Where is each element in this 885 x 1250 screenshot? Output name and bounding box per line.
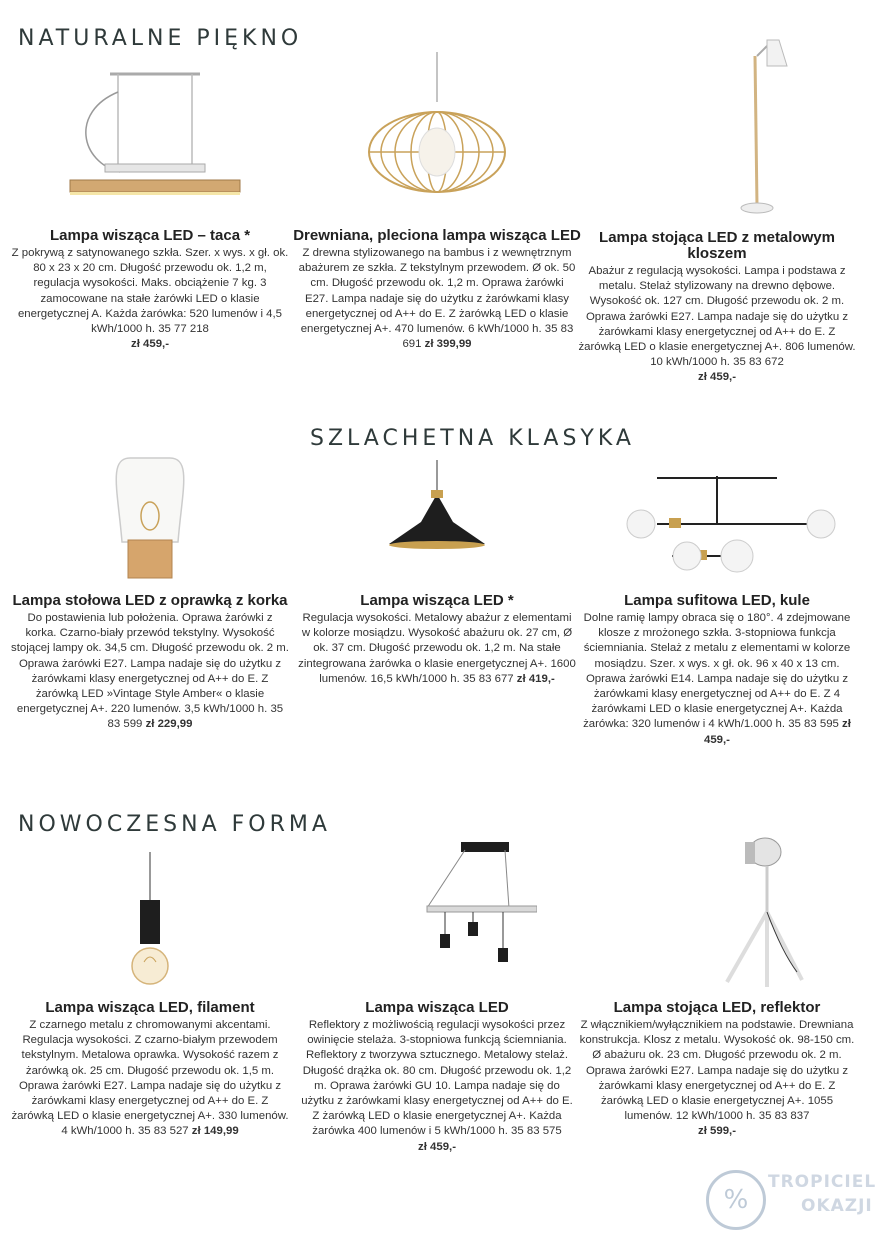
product-price: zł 599,- (698, 1125, 736, 1138)
floor-lamp-metal-shade-image (572, 36, 862, 224)
product-name: Drewniana, pleciona lampa wisząca LED (293, 227, 581, 244)
product-price: zł 149,99 (191, 1125, 239, 1138)
watermark-line2: OKAZJI (801, 1196, 873, 1216)
product-name: Lampa stołowa LED z oprawką z korka (12, 592, 288, 609)
product-price: zł 229,99 (145, 718, 193, 731)
watermark-line1: TROPICIEL (768, 1172, 877, 1192)
product-card (292, 52, 582, 352)
product-card (5, 452, 295, 733)
wooden-tray-pendant-lamp-image (5, 52, 295, 222)
product-description: Regulacja wysokości. Metalowy abażur z elementami w kolorze mosiądzu. Wysokość abażuru ok. 27 cm, Ø ok. 37 cm. Długość przewodu ok. 1,2 m. Na stałe zintegrowana żarówka o klasie energetycznej A+. 1600 lumenów. 16,5 kWh/1000 h. 35 83 677 zł 419,- (298, 612, 576, 685)
product-price: zł 399,99 (424, 338, 472, 351)
product-price: zł 459,- (418, 1140, 456, 1153)
product-card (572, 832, 862, 1140)
product-card (572, 36, 862, 386)
section-title-nowoczesna: NOWOCZESNA FORMA (18, 812, 331, 837)
product-name: Lampa stojąca LED, reflektor (613, 999, 821, 1016)
product-name: Lampa sufitowa LED, kule (624, 592, 810, 609)
section-title-naturalne: NATURALNE PIĘKNO (18, 26, 303, 51)
product-card (292, 842, 582, 1155)
woven-wooden-pendant-lamp-image (292, 52, 582, 222)
product-card (572, 452, 862, 748)
filament-pendant-lamp-image (5, 852, 295, 994)
product-name: Lampa wisząca LED, filament (45, 999, 255, 1016)
section-title-szlachetna: SZLACHETNA KLASYKA (310, 426, 635, 451)
product-price: zł 459,- (131, 338, 169, 351)
product-card (5, 852, 295, 1140)
spotlight-bar-pendant-image (292, 842, 582, 994)
product-name: Lampa wisząca LED (365, 999, 509, 1016)
product-description: Z pokrywą z satynowanego szkła. Szer. x wys. x gł. ok. 80 x 23 x 20 cm. Długość przewodu ok. 1,2 m, regulacja wysokości. Maks. obciążenie 7 kg. 3 zamocowane na stałe żarówki LED o klasie energetycznej A. Każda żarówka: 520 lumenów i 4,5 kWh/1000 h. 35 77 218 zł 459,- (11, 247, 289, 351)
product-description: Do postawienia lub położenia. Oprawa żarówki z korka. Czarno-biały przewód tekstylny. Wysokość stojącej lampy ok. 34,5 cm. Długość przewodu ok. 2 m. Oprawa żarówki E27. Lampa nadaje się do użytku z żarówkami klasy energetycznej od A++ do E. Z żarówką LED »Vintage Style Amber« o klasie energetycznej A+. 220 lumenów. 3,5 kWh/1000 h. 35 83 599 zł 229,99 (11, 612, 289, 731)
watermark-logo (706, 1164, 881, 1234)
tripod-floor-lamp-reflector-image (572, 832, 862, 994)
product-card (5, 52, 295, 352)
product-description: Reflektory z możliwością regulacji wysokości przez owinięcie stelaża. 3-stopniowa funkcją ściemniania. Reflektory z tworzywa sztucznego. Metalowy stelaż. Długość drążka ok. 80 cm. Długość przewodu ok. 1,2 m. Oprawa żarówki GU 10. Lampa nadaje się do użytku z żarówkami klasy energetycznej od A++ do E. Z żarówką LED o klasie energetycznej A+. Każda żarówka 400 lumenów i 5 kWh/1000 h. 35 83 575 zł 459,- (301, 1019, 573, 1153)
product-name: Lampa stojąca LED z metalowym kloszem (599, 229, 835, 262)
percent-icon: % (706, 1170, 766, 1230)
product-price: zł 459,- (704, 718, 851, 746)
product-description: Dolne ramię lampy obraca się o 180°. 4 zdejmowane klosze z mrożonego szkła. 3-stopniowa funkcja ściemniania. Stelaż z metalu z elementami w kolorze mosiądzu. Szer. x wys. x gł. ok. 96 x 40 x 13 cm. Oprawa żarówki E14. Lampa nadaje się do użytku z żarówkami klasy energetycznej od A++ do E. Z 4 żarówkami LED o klasie energetycznej A+. Każda żarówka: 320 lumenów i 4 kWh/1.000 h. 35 83 595 zł 459,- (583, 612, 851, 746)
product-description: Z drewna stylizowanego na bambus i z wewnętrznym abażurem ze szkła. Z tekstylnym przewodem. Ø ok. 50 cm. Długość przewodu ok. 1,2 m. Oprawa żarówki E27. Lampa nadaje się do użytku z żarówkami klasy energetycznej od A++ do E. Z żarówką LED o klasie energetycznej A+. 470 lumenów. 6 kWh/1000 h. 35 83 691 zł 399,99 (298, 247, 576, 351)
product-price: zł 419,- (516, 672, 555, 685)
cork-table-lamp-image (5, 452, 295, 587)
product-description: Z czarnego metalu z chromowanymi akcentami. Regulacja wysokości. Z czarno-białym przewodem tekstylnym. Metalowa oprawka. Wysokość razem z żarówką ok. 25 cm. Długość przewodu ok. 1,5 m. Oprawa żarówki E27. Lampa nadaje się do użytku z żarówkami klasy energetycznej od A++ do E. Z żarówką LED o klasie energetycznej A+. 330 lumenów. 4 kWh/1000 h. 35 83 527 zł 149,99 (11, 1019, 289, 1138)
black-pendant-lamp-image (292, 452, 582, 587)
product-card (292, 452, 582, 687)
product-price: zł 459,- (698, 371, 736, 384)
product-description: Abażur z regulacją wysokości. Lampa i podstawa z metalu. Stelaż stylizowany na drewno dębowe. Wysokość ok. 127 cm. Długość przewodu ok. 2 m. Oprawa żarówki E27. Lampa nadaje się do użytku z żarówkami klasy energetycznej od A++ do E. Z żarówką LED o klasie energetycznej A+. 806 lumenów. 10 kWh/1000 h. 35 83 672 zł 459,- (578, 265, 856, 384)
ceiling-lamp-globes-image (572, 452, 862, 587)
product-name: Lampa wisząca LED * (360, 592, 514, 609)
product-name: Lampa wisząca LED – taca * (49, 227, 251, 244)
product-description: Z włącznikiem/wyłącznikiem na podstawie. Drewniana konstrukcja. Klosz z metalu. Wysokość ok. 98-150 cm. Ø abażuru ok. 23 cm. Długość przewodu ok. 2 m. Oprawa żarówki E27. Lampa nadaje się do użytku z żarówkami klasy energetycznej od A++ do E. Z żarówką LED o klasie energetycznej A+. 1055 lumenów. 12 kWh/1000 h. 35 83 837 zł 599,- (579, 1019, 855, 1138)
